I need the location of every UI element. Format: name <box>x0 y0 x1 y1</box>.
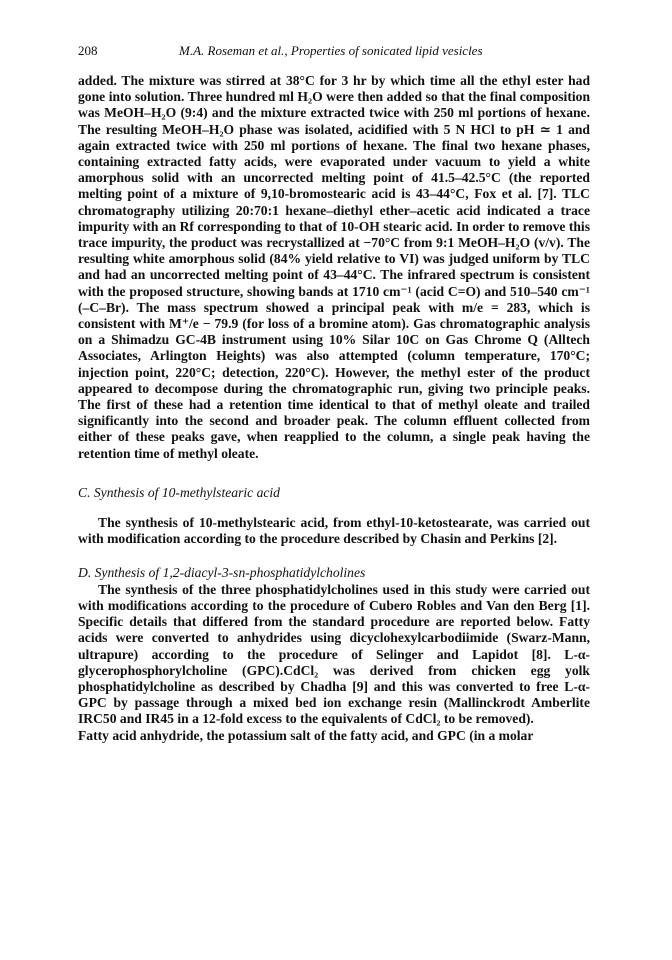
paragraph-methylstearic: The synthesis of 10-methylstearic acid, from ethyl-10-ketostearate, was carried out with modification according to the procedure described by Chasin and Perkins [2]. <box>78 515 590 547</box>
page-number: 208 <box>78 43 98 58</box>
body-text <box>78 73 590 744</box>
running-title: M.A. Roseman et al., Properties of sonicated lipid vesicles <box>179 43 483 58</box>
paragraph-bromostearic-continuation: added. The mixture was stirred at 38°C for 3 hr by which time all the ethyl ester had gone into solution. Three hundred ml H₂O were then added so that the final composition was MeOH–H₂O (9:4) and the mixture extracted twice with 250 ml portions of hexane. The resulting MeOH–H₂O phase was isolated, acidified with 5 N HCl to pH ≃ 1 and again extracted twice with 250 ml portions of hexane. The final two hexane phases, containing extracted fatty acids, were evaporated under vacuum to yield a white amorphous solid with an uncorrected melting point of 41.5–42.5°C (the reported melting point of a mixture of 9,10-bromostearic acid is 43–44°C, Fox et al. [7]. TLC chromatography utilizing 20:70:1 hexane–diethyl ether–acetic acid indicated a trace impurity with an Rf corresponding to that of 10-OH stearic acid. In order to remove this trace impurity, the product was recrystallized at −70°C from 9:1 MeOH–H₂O (v/v). The resulting white amorphous solid (84% yield relative to VI) was judged uniform by TLC and had an uncorrected melting point of 43–44°C. The infrared spectrum is consistent with the proposed structure, showing bands at 1710 cm⁻¹ (acid C=O) and 510–540 cm⁻¹ (–C–Br). The mass spectrum showed a principal peak with m/e = 283, which is consistent with M⁺/e − 79.9 (for loss of a bromine atom). Gas chromatographic analysis on a Shimadzu GC-4B instrument using 10% Silar 10C on Gas Chrome Q (Alltech Associates, Arlington Heights) was also attempted (column temperature, 170°C; injection point, 220°C; detection, 220°C). However, the methyl ester of the product appeared to decompose during the chromatographic run, giving two principle peaks. The first of these had a retention time identical to that of methyl oleate and trailed significantly into the second and broader peak. The column effluent collected from either of these peaks gave, when reapplied to the column, a single peak having the retention time of methyl oleate. <box>78 73 590 461</box>
section-d-heading: D. Synthesis of 1,2-diacyl-3-sn-phosphatidylcholines <box>78 565 366 581</box>
paragraph-last-line: Fatty acid anhydride, the potassium salt of the fatty acid, and GPC (in a molar <box>78 727 534 743</box>
paragraph-phosphatidylcholines: The synthesis of the three phosphatidylcholines used in this study were carried out with modifications according to the procedure of Cubero Robles and Van den Berg [1]. Specific details that differed from the standard procedure are reported below. Fatty acids were converted to anhydrides using dicyclohexylcarbodiimide (Swarz-Mann, ultrapure) according to the procedure of Selinger and Lapidot [8]. L-α-glycerophosphorylcholine (GPC).CdCl₂ was derived from chicken egg yolk phosphatidylcholine as described by Chadha [9] and this was converted to free L-α-GPC by passage through a mixed bed ion exchange resin (Mallinckrodt Amberlite IRC50 and IR45 in a 12-fold excess to the equivalents of CdCl₂ to be removed). <box>78 581 590 727</box>
page-header <box>78 43 592 63</box>
section-c-heading: C. Synthesis of 10-methylstearic acid <box>78 484 280 500</box>
